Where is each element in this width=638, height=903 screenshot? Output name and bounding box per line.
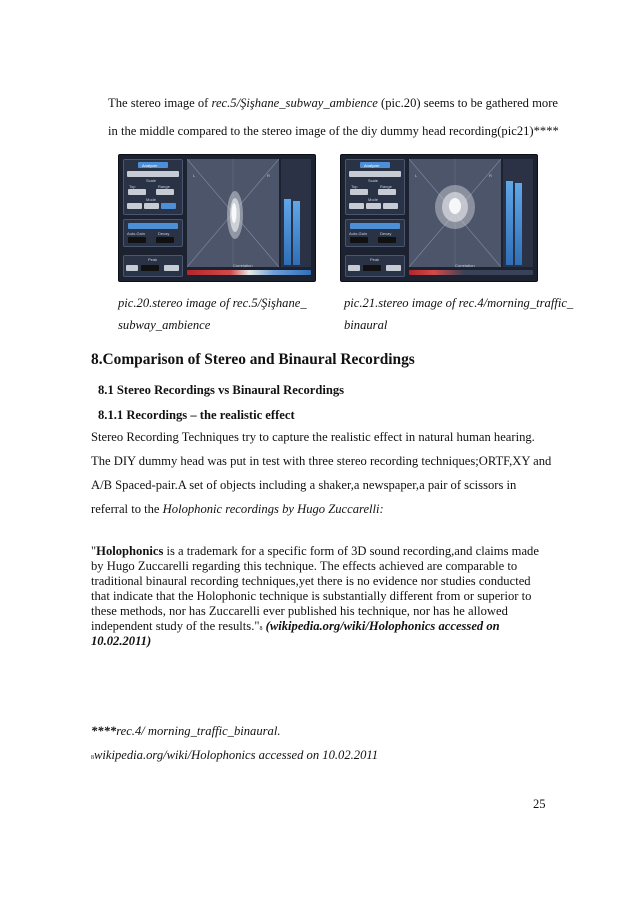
paragraph-text: referral to the (91, 502, 163, 516)
page-number: 25 (533, 797, 546, 811)
mode-hold (366, 203, 381, 209)
peak-small-button (348, 265, 360, 271)
paragraph-line-1: Stereo Recording Techniques try to capture the realistic effect in natural human hearing. (91, 430, 535, 444)
scale-label: Scale (146, 178, 157, 183)
footnote-text: wikipedia.org/wiki/Holophonics accessed on 10.02.2011 (94, 748, 379, 762)
peak-panel (123, 255, 183, 277)
decay-field (156, 237, 174, 243)
range-label: Range (158, 184, 170, 189)
left-channel-label: L (415, 173, 418, 178)
caption-left-line-1: pic.20.stereo image of rec.5/Şişhane_ (118, 296, 307, 310)
left-level-bar (284, 199, 291, 265)
scope-panel (123, 219, 183, 247)
peak-small-button (126, 265, 138, 271)
quote-line-7: 10.02.2011) (91, 634, 152, 648)
quote-text: independent study of the results." (91, 619, 260, 633)
decay-label: Decay (380, 231, 392, 236)
top-label: Top (129, 184, 136, 189)
mode-hold (144, 203, 159, 209)
goniometer-display (187, 159, 279, 267)
quote-line-6 (91, 619, 500, 637)
quote-bold-term: Holophonics (96, 544, 164, 558)
right-level-bar (515, 183, 522, 265)
mode-peak (383, 203, 398, 209)
scale-label: Scale (368, 178, 379, 183)
scale-selector (349, 171, 401, 177)
intro-line-2: in the middle compared to the stereo image of the diy dummy head recording(pic21)**** (108, 124, 559, 138)
footnote-number: 8 (91, 755, 94, 761)
scope-button (350, 223, 400, 229)
caption-left-line-2: subway_ambience (118, 318, 211, 332)
quote-line-3: traditional binaural recording techniques,yet there is no evidence nor studies conducted (91, 574, 531, 588)
title-label: Analyzer (364, 163, 380, 168)
left-level-bar (506, 181, 513, 265)
peak-field (363, 265, 381, 271)
correlation-label: Correlation (455, 263, 475, 268)
footnote-stars (91, 724, 281, 739)
quote-line-5: these methods, nor has Zuccarelli ever published his technique, nor has he allowed (91, 604, 508, 618)
recording-name: rec.5/Şişhane_subway_ambience (211, 96, 378, 110)
correlation-label: Correlation (233, 263, 253, 268)
reset-button (164, 265, 179, 271)
range-label: Range (380, 184, 392, 189)
stereo-analyzer-screenshot-left (118, 154, 316, 282)
decay-label: Decay (158, 231, 170, 236)
decay-field (378, 237, 396, 243)
caption-right-line-2: binaural (344, 318, 388, 332)
left-channel-label: L (193, 173, 196, 178)
peak-field (141, 265, 159, 271)
footnote-8 (91, 748, 378, 766)
quote-line-1 (91, 544, 539, 559)
mode-meter (349, 203, 364, 209)
intro-line-1 (108, 96, 558, 111)
mode-label: Mode (368, 197, 379, 202)
paragraph-line-2: The DIY dummy head was put in test with three stereo recording techniques;ORTF,XY and (91, 454, 552, 468)
reset-button (386, 265, 401, 271)
scope-panel (345, 219, 405, 247)
top-label: Top (351, 184, 358, 189)
range-field (156, 189, 174, 195)
peak-label: Peak (370, 257, 380, 262)
top-field (128, 189, 146, 195)
intro-text: (pic.20) seems to be gathered more (377, 96, 558, 110)
mode-label: Mode (146, 197, 157, 202)
scope-button (128, 223, 178, 229)
range-field (378, 189, 396, 195)
caption-right-line-1: pic.21.stereo image of rec.4/morning_traffic_ (344, 296, 574, 310)
goniometer-display (409, 159, 501, 267)
right-level-bar (293, 201, 300, 265)
paragraph-line-3: A/B Spaced-pair.A set of objects including a shaker,a newspaper,a pair of scissors in (91, 478, 517, 492)
settings-panel (345, 159, 405, 215)
scale-selector (127, 171, 179, 177)
mode-peak (161, 203, 176, 209)
mode-meter (127, 203, 142, 209)
footnote-reference: 8 (259, 626, 263, 632)
title-label: Analyzer (142, 163, 158, 168)
settings-panel (123, 159, 183, 215)
quote-mark: " (91, 544, 97, 558)
correlation-meter (409, 270, 533, 275)
auto-gain-label: Auto-Gain (349, 231, 368, 236)
footnote-stars-marker: **** (91, 724, 117, 738)
quote-line-4: that indicate that the Holophonic technique is substantially different from or superior to (91, 589, 532, 603)
peak-panel (345, 255, 405, 277)
subsection-heading-8-1: 8.1 Stereo Recordings vs Binaural Recordings (98, 383, 345, 397)
footnote-stars-text: rec.4/ morning_traffic_binaural (116, 724, 278, 738)
stereo-analyzer-screenshot-right (340, 154, 538, 282)
intro-text: The stereo image of (108, 96, 212, 110)
level-meters (503, 159, 533, 267)
peak-label: Peak (148, 257, 158, 262)
goniometer-graphic (187, 159, 279, 267)
right-channel-label: R (267, 173, 270, 178)
paragraph-italic-text: Holophonic recordings by Hugo Zuccarelli: (162, 502, 384, 516)
level-meters (281, 159, 311, 267)
quote-line-2: by Hugo Zuccarelli regarding this technique. The effects achieved are comparable to (91, 559, 518, 573)
auto-gain-field (128, 237, 146, 243)
goniometer-graphic (409, 159, 501, 267)
section-heading: 8.Comparison of Stereo and Binaural Recordings (91, 351, 415, 368)
right-channel-label: R (489, 173, 492, 178)
correlation-meter (187, 270, 311, 275)
auto-gain-field (350, 237, 368, 243)
paragraph-line-4 (91, 502, 384, 517)
quote-text: is a trademark for a specific form of 3D sound recording,and claims made (163, 544, 539, 558)
quote-citation: (wikipedia.org/wiki/Holophonics accessed on (262, 619, 500, 633)
auto-gain-label: Auto-Gain (127, 231, 146, 236)
top-field (350, 189, 368, 195)
footnote-stars-period: . (277, 724, 281, 738)
subsection-heading-8-1-1: 8.1.1 Recordings – the realistic effect (98, 408, 295, 422)
